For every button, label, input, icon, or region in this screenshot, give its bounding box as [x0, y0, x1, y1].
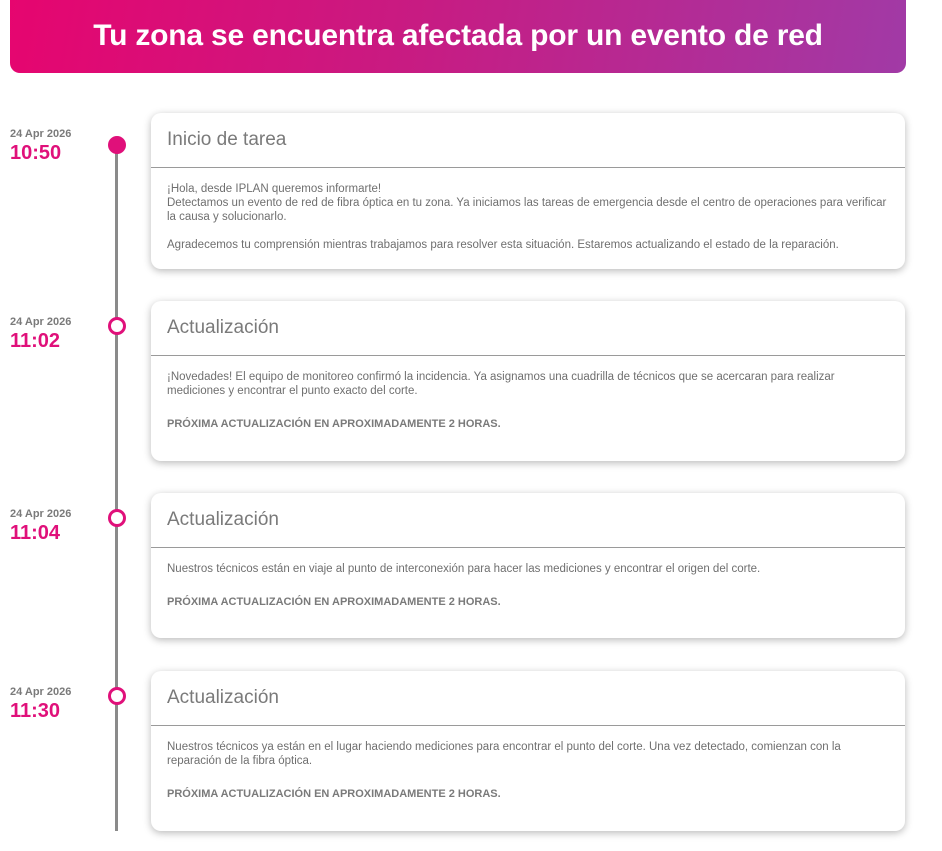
next-update-notice: PRÓXIMA ACTUALIZACIÓN EN APROXIMADAMENTE 2 HORAS.	[167, 418, 501, 430]
card-text: ¡Hola, desde IPLAN queremos informarte!	[167, 183, 382, 195]
event-card	[151, 493, 905, 638]
event-date: 24 Apr 2026	[10, 128, 72, 140]
event-card	[151, 113, 905, 269]
timestamp	[10, 316, 71, 353]
card-body	[151, 356, 905, 443]
timeline-dot-filled-icon	[108, 136, 126, 154]
card-text: Nuestros técnicos ya están en el lugar haciendo mediciones para encontrar el punto del corte. Una vez detectado, comienzan con la reparación de la fibra óptica.	[167, 741, 841, 767]
card-header	[151, 113, 905, 168]
event-date: 24 Apr 2026	[10, 508, 72, 520]
card-title: Inicio de tarea	[167, 129, 287, 150]
timeline-dot-hollow-icon	[108, 509, 126, 527]
timestamp	[10, 128, 71, 165]
page-title: Tu zona se encuentra afectada por un evento de red	[93, 18, 823, 52]
header-banner	[10, 0, 906, 73]
event-time: 11:02	[10, 330, 61, 352]
event-time: 11:30	[10, 700, 61, 722]
event-time: 10:50	[10, 142, 62, 164]
next-update-notice: PRÓXIMA ACTUALIZACIÓN EN APROXIMADAMENTE 2 HORAS.	[167, 596, 501, 608]
timeline-line	[115, 143, 118, 831]
card-text: Detectamos un evento de red de fibra óptica en tu zona. Ya iniciamos las tareas de emergencia desde el centro de operaciones para verificar la causa y solucionarlo.	[167, 197, 887, 223]
card-header	[151, 301, 905, 356]
card-title: Actualización	[167, 687, 279, 708]
event-date: 24 Apr 2026	[10, 316, 72, 328]
event-time: 11:04	[10, 522, 61, 544]
card-title: Actualización	[167, 317, 279, 338]
next-update-notice: PRÓXIMA ACTUALIZACIÓN EN APROXIMADAMENTE 2 HORAS.	[167, 788, 501, 800]
card-body	[151, 548, 905, 621]
timeline-dot-hollow-icon	[108, 687, 126, 705]
card-title: Actualización	[167, 509, 279, 530]
timestamp	[10, 508, 71, 545]
card-body	[151, 726, 905, 813]
timeline-dot-hollow-icon	[108, 317, 126, 335]
card-text: ¡Novedades! El equipo de monitoreo confirmó la incidencia. Ya asignamos una cuadrilla de técnicos que se acercaran para realizar mediciones y encontrar el punto exacto del corte.	[167, 371, 835, 397]
card-header	[151, 671, 905, 726]
event-card	[151, 301, 905, 461]
card-text: Agradecemos tu comprensión mientras trabajamos para resolver esta situación. Estaremos actualizando el estado de la reparación.	[167, 239, 839, 251]
card-text: Nuestros técnicos están en viaje al punto de interconexión para hacer las mediciones y encontrar el origen del corte.	[167, 563, 761, 575]
event-date: 24 Apr 2026	[10, 686, 72, 698]
timestamp	[10, 686, 71, 723]
card-body	[151, 168, 905, 264]
event-card	[151, 671, 905, 831]
card-header	[151, 493, 905, 548]
